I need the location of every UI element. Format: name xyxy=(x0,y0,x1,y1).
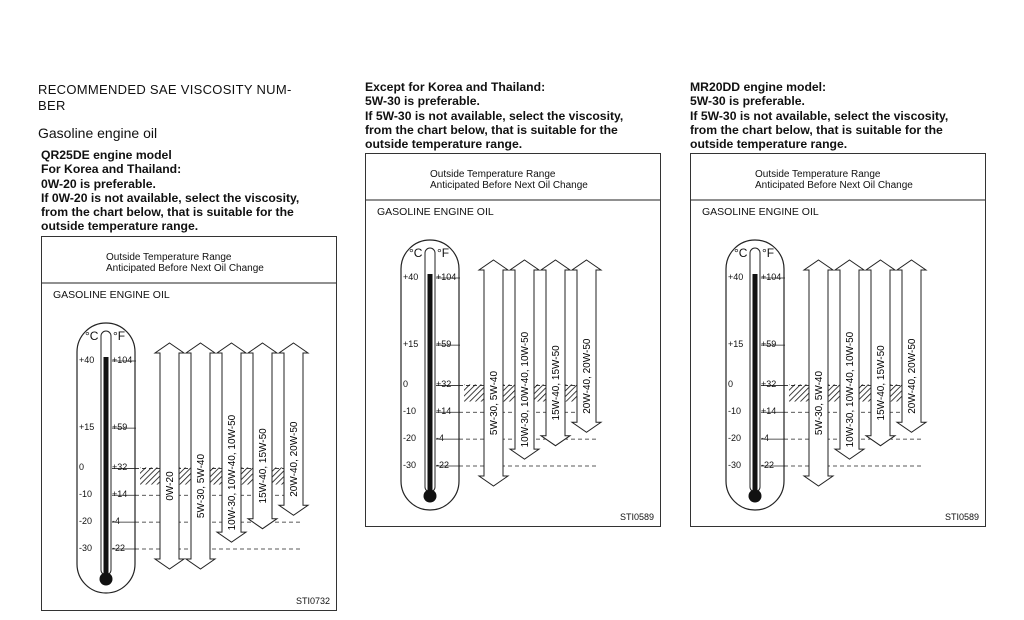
viscosity-grade-label: 10W-30, 10W-40, 10W-50 xyxy=(845,331,856,448)
viscosity-grade-label: 20W-40, 20W-50 xyxy=(289,421,300,497)
col2-line: If 5W-30 is not available, select the viscosity, xyxy=(365,108,624,123)
fahrenheit-tick-label: -22 xyxy=(112,543,126,553)
section-heading xyxy=(38,82,292,114)
fahrenheit-tick-label: +32 xyxy=(436,379,452,390)
celsius-tick-label: +15 xyxy=(79,422,95,433)
range-title-line-1: Outside Temperature Range xyxy=(755,169,881,180)
col2-line: from the chart below, that is suitable for the xyxy=(365,122,618,137)
viscosity-grade-label: 15W-40, 15W-50 xyxy=(876,345,887,421)
col2-line: 5W-30 is preferable. xyxy=(365,94,480,109)
col3-line: If 5W-30 is not available, select the viscosity, xyxy=(690,108,949,123)
fahrenheit-tick-label: -4 xyxy=(112,516,121,527)
viscosity-chart-qr25de xyxy=(41,236,337,611)
celsius-tick-label: -10 xyxy=(728,406,742,417)
celsius-tick-label: +40 xyxy=(79,355,95,365)
col3-line: MR20DD engine model: xyxy=(690,80,827,94)
viscosity-grade-label: 10W-30, 10W-40, 10W-50 xyxy=(520,331,531,448)
celsius-tick-label: 0 xyxy=(79,462,85,473)
range-title-line-1: Outside Temperature Range xyxy=(106,252,232,263)
fahrenheit-tick-label: -22 xyxy=(761,460,775,470)
fahrenheit-tick-label: +104 xyxy=(112,355,133,365)
fahrenheit-tick-label: -4 xyxy=(761,433,770,444)
fahrenheit-tick-label: +14 xyxy=(112,489,128,500)
section-heading-line-2: BER xyxy=(38,98,66,113)
fahrenheit-unit: °F xyxy=(437,246,450,260)
col1-line: from the chart below, that is suitable for the xyxy=(41,205,294,220)
viscosity-grade-label: 10W-30, 10W-40, 10W-50 xyxy=(227,414,238,531)
oil-type-label: GASOLINE ENGINE OIL xyxy=(702,206,819,218)
figure-code: STI0589 xyxy=(944,512,979,522)
celsius-tick-label: +40 xyxy=(728,272,744,282)
celsius-tick-label: +40 xyxy=(403,272,419,282)
viscosity-grade-label: 15W-40, 15W-50 xyxy=(551,345,562,421)
viscosity-grade-label: 5W-30, 5W-40 xyxy=(489,370,500,436)
figure-code: STI0589 xyxy=(619,512,654,522)
viscosity-grade-label: 0W-20 xyxy=(165,471,176,501)
fahrenheit-tick-label: +32 xyxy=(112,462,128,473)
celsius-tick-label: -30 xyxy=(403,460,417,470)
fahrenheit-tick-label: +59 xyxy=(436,339,452,350)
viscosity-grade-label: 20W-40, 20W-50 xyxy=(907,338,918,414)
celsius-unit: °C xyxy=(85,329,99,343)
fahrenheit-tick-label: +14 xyxy=(761,406,777,417)
col3-instructions xyxy=(690,80,948,151)
fahrenheit-unit: °F xyxy=(762,246,775,260)
viscosity-grade-label: 5W-30, 5W-40 xyxy=(196,453,207,519)
viscosity-chart-except-korea xyxy=(365,153,661,527)
oil-type-label: GASOLINE ENGINE OIL xyxy=(53,289,170,301)
celsius-tick-label: 0 xyxy=(728,379,734,390)
celsius-tick-label: -10 xyxy=(403,406,417,417)
fahrenheit-tick-label: +59 xyxy=(761,339,777,350)
viscosity-grade-label: 5W-30, 5W-40 xyxy=(814,370,825,436)
gasoline-subheading: Gasoline engine oil xyxy=(38,125,158,141)
figure-code: STI0732 xyxy=(295,596,330,606)
col1-line: outside temperature range. xyxy=(41,219,199,234)
range-title-line-1: Outside Temperature Range xyxy=(430,169,556,180)
range-title-line-2: Anticipated Before Next Oil Change xyxy=(430,180,588,191)
fahrenheit-tick-label: -22 xyxy=(436,460,450,470)
viscosity-range-arrow xyxy=(155,343,184,569)
viscosity-grade-label: 20W-40, 20W-50 xyxy=(582,338,593,414)
thermometer-bulb xyxy=(424,490,437,503)
celsius-tick-label: 0 xyxy=(403,379,409,390)
col2-line: Except for Korea and Thailand: xyxy=(365,80,546,94)
fahrenheit-unit: °F xyxy=(113,329,126,343)
col1-line: For Korea and Thailand: xyxy=(41,162,182,177)
celsius-tick-label: +15 xyxy=(403,339,419,350)
fahrenheit-tick-label: -4 xyxy=(436,433,445,444)
section-heading-line-1: RECOMMENDED SAE VISCOSITY NUM- xyxy=(38,82,292,97)
col2-instructions xyxy=(365,80,623,151)
col3-line: outside temperature range. xyxy=(690,137,848,152)
range-title-line-2: Anticipated Before Next Oil Change xyxy=(106,263,264,274)
oil-type-label: GASOLINE ENGINE OIL xyxy=(377,206,494,218)
celsius-tick-label: -20 xyxy=(79,516,93,527)
celsius-tick-label: -10 xyxy=(79,489,93,500)
fahrenheit-tick-label: +59 xyxy=(112,422,128,433)
celsius-tick-label: -20 xyxy=(728,433,742,444)
col3-line: from the chart below, that is suitable for the xyxy=(690,122,943,137)
celsius-tick-label: -30 xyxy=(728,460,742,470)
col3-line: 5W-30 is preferable. xyxy=(690,94,805,109)
viscosity-chart-mr20dd xyxy=(690,153,986,527)
fahrenheit-tick-label: +104 xyxy=(761,272,782,282)
celsius-tick-label: -30 xyxy=(79,543,93,553)
celsius-tick-label: -20 xyxy=(403,433,417,444)
celsius-unit: °C xyxy=(409,246,423,260)
thermometer-mercury xyxy=(753,274,758,492)
fahrenheit-tick-label: +104 xyxy=(436,272,457,282)
thermometer-bulb xyxy=(100,573,113,586)
col1-line: 0W-20 is preferable. xyxy=(41,176,156,191)
fahrenheit-tick-label: +32 xyxy=(761,379,777,390)
thermometer-mercury xyxy=(428,274,433,492)
thermometer-mercury xyxy=(104,357,109,575)
col1-line: QR25DE engine model xyxy=(41,148,172,162)
thermometer-bulb xyxy=(749,490,762,503)
col1-line: If 0W-20 is not available, select the viscosity, xyxy=(41,190,300,205)
col2-line: outside temperature range. xyxy=(365,137,523,152)
viscosity-grade-label: 15W-40, 15W-50 xyxy=(258,428,269,504)
celsius-unit: °C xyxy=(734,246,748,260)
celsius-tick-label: +15 xyxy=(728,339,744,350)
range-title-line-2: Anticipated Before Next Oil Change xyxy=(755,180,913,191)
fahrenheit-tick-label: +14 xyxy=(436,406,452,417)
col1-instructions xyxy=(41,148,299,234)
